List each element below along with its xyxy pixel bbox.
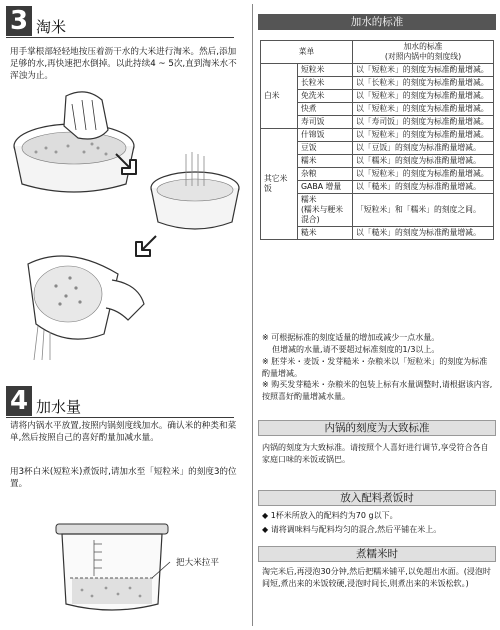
glutinous-header: 煮糯米时 (258, 546, 496, 562)
level-rice-label: 把大米拉平 (176, 558, 219, 568)
ingredients-item-2: ◆ 请将调味料与配料均匀的混合,然后平铺在米上。 (262, 525, 442, 534)
standard-cell: 以「糙米」的刻度为标准酌量增减。 (353, 181, 494, 194)
water-note: ※ 可根据标准的刻度适量的增加或减少一点水量。 (262, 333, 440, 342)
left-column (0, 0, 246, 630)
water-standard-header: 加水的标准 (258, 14, 496, 30)
inner-pot-illustration (52, 518, 172, 618)
step4-heading (6, 386, 81, 416)
menu-cell: 杂粮 (298, 168, 353, 181)
menu-cell: 长粒米 (298, 77, 353, 90)
menu-cell: GABA 增量 (298, 181, 353, 194)
water-note: ※ 购买发芽糙米・杂粮米的包装上标有水量调整时,请根据该内容,按照喜好酌量增减水量。 (262, 380, 493, 401)
drain-water-illustration (146, 150, 244, 238)
water-note: ※ 胚芽米・麦饭・发芽糙米・杂粮米以「短粒米」的刻度为标准酌量增减。 (262, 357, 488, 378)
step3-heading (6, 6, 66, 36)
standard-cell: 以「糙米」的刻度为标准酌量增减。 (353, 227, 494, 240)
step4-text1: 请将内锅水平放置,按照内锅刻度线加水。确认米的种类和菜单,然后按照自己的喜好酌量加减水量。 (10, 421, 237, 443)
standard-cell: 以「短粒米」的刻度为标准酌量增减。 (353, 90, 494, 103)
step3-divider (6, 37, 234, 38)
step4-divider (6, 417, 234, 418)
standard-cell: 以「短粒米」的刻度为标准酌量增减。 (353, 168, 494, 181)
scale-header: 内锅的刻度为大致标准 (258, 420, 496, 436)
water-note: 但增减的水量,请不要超过标准刻度的1/3以上。 (272, 345, 440, 354)
standard-cell: 以「糯米」的刻度为标准酌量增减。 (353, 155, 494, 168)
table-row (261, 129, 494, 142)
col-menu-header: 菜单 (261, 41, 353, 64)
menu-cell: 糯米 (298, 155, 353, 168)
menu-cell: 寿司饭 (298, 116, 353, 129)
standard-cell: 「短粒米」和「糯米」的刻度之间。 (353, 194, 494, 227)
step3-number: 3 (6, 6, 32, 36)
ingredients-header: 放入配料煮饭时 (258, 490, 496, 506)
step4-number: 4 (6, 386, 32, 416)
step4-text2: 用3杯白米(短粒米)煮饭时,请加水至「短粒米」的刻度3的位置。 (10, 467, 237, 489)
water-standard-table (260, 40, 494, 240)
menu-cell: 免洗米 (298, 90, 353, 103)
menu-cell: 快煮 (298, 103, 353, 116)
glutinous-text: 淘完米后,再浸泡30分钟,然后把糯米铺平,以免超出水面。(浸泡时间短,煮出来的米饭较硬,浸泡时间长,则煮出来的米饭松软。) (262, 567, 491, 588)
standard-cell: 以「豆饭」的刻度为标准酌量增减。 (353, 142, 494, 155)
step4-title: 加水量 (36, 398, 82, 416)
right-column (258, 0, 496, 630)
column-divider (252, 4, 253, 626)
arrow-down-right-icon (112, 150, 140, 178)
standard-cell: 以「短粒米」的刻度为标准酌量增减。 (353, 129, 494, 142)
menu-cell: 短粒米 (298, 64, 353, 77)
step3-title: 淘米 (36, 18, 67, 36)
ingredients-item-1: ◆ 1杯米所放入的配料约为70 g以下。 (262, 511, 398, 520)
step3-text: 用手掌根部轻轻地按压着沥干水的大米进行淘米。然后,添加足够的水,再快速把水倒掉。以此持续4 ~ 5次,直到淘米水不浑浊为止。 (10, 47, 237, 81)
group-name-cell: 白米 (261, 64, 298, 129)
table-header-row (261, 41, 494, 64)
table-row (261, 64, 494, 77)
standard-cell: 以「短粒米」的刻度为标准酌量增减。 (353, 103, 494, 116)
menu-cell: 糙米 (298, 227, 353, 240)
standard-cell: 以「短粒米」的刻度为标准酌量增减。 (353, 64, 494, 77)
menu-cell: 什锦饭 (298, 129, 353, 142)
standard-cell: 以「长粒米」的刻度为标准酌量增减。 (353, 77, 494, 90)
pour-water-illustration (8, 244, 148, 364)
group-name-cell: 其它米饭 (261, 129, 298, 240)
standard-cell: 以「寿司饭」的刻度为标准酌量增减。 (353, 116, 494, 129)
menu-cell: 豆饭 (298, 142, 353, 155)
wash-rice-illustration (6, 86, 146, 196)
col-standard-header: 加水的标准 (对照内锅中的刻度线) (353, 41, 494, 64)
menu-cell: 糯米 (糯米与粳米混合) (298, 194, 353, 227)
scale-text: 内锅的刻度为大致标准。请按照个人喜好进行调节,享受符合各自家庭口味的米饭或锅巴。 (262, 443, 489, 464)
